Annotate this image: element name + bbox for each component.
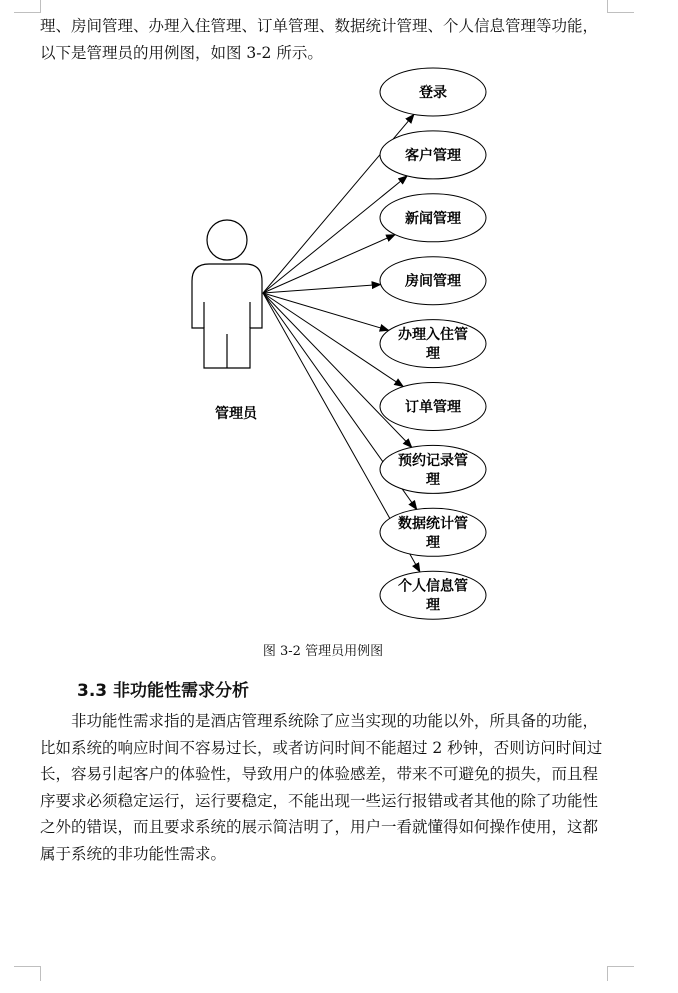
section-heading: 3.3 非功能性需求分析 — [77, 681, 250, 701]
body-paragraph: 非功能性需求指的是酒店管理系统除了应当实现的功能以外，所具备的功能，比如系统的响应时间不容易过长，或者访问时间不能超过 2 秒钟，否则访问时间过长，容易引起客户的体验性，导致用户的体验感差，带来不可避免的损失，而且程序要求必须稳定运行，运行要稳定，不能出现一些运行报错或者其他的除了功能性之外的错误，而且要求系统的展示简洁明了，用户一看就懂得如何操作使用，这都属于系统的非功能性需求。 — [40, 712, 603, 863]
use-case-label: 登录 — [419, 85, 447, 101]
association-arrow — [263, 293, 389, 330]
use-case-label: 客户管理 — [405, 147, 461, 164]
use-case-label: 新闻管理 — [405, 210, 461, 227]
use-case-label: 个人信息管理 — [398, 578, 468, 614]
intro-paragraph: 理、房间管理、办理入住管理、订单管理、数据统计管理、个人信息管理等功能，以下是管理员的用例图，如图 3-2 所示。 — [40, 17, 599, 62]
use-case-label: 订单管理 — [405, 399, 461, 416]
figure-caption: 图 3-2 管理员用例图 — [262, 644, 384, 659]
association-arrow — [263, 235, 395, 293]
page-corner-mark — [607, 0, 634, 13]
association-arrow — [263, 285, 381, 294]
page-corner-mark — [607, 966, 634, 981]
use-case-label: 办理入住管理 — [398, 327, 468, 363]
use-case-label: 数据统计管理 — [398, 515, 468, 551]
use-case-diagram — [180, 60, 500, 625]
actor-label: 管理员 — [215, 406, 257, 422]
page-corner-mark — [14, 0, 41, 13]
page-corner-mark — [14, 966, 41, 981]
use-case-label: 预约记录管理 — [398, 452, 468, 488]
actor-figure — [192, 220, 262, 368]
use-case-label: 房间管理 — [405, 273, 461, 290]
